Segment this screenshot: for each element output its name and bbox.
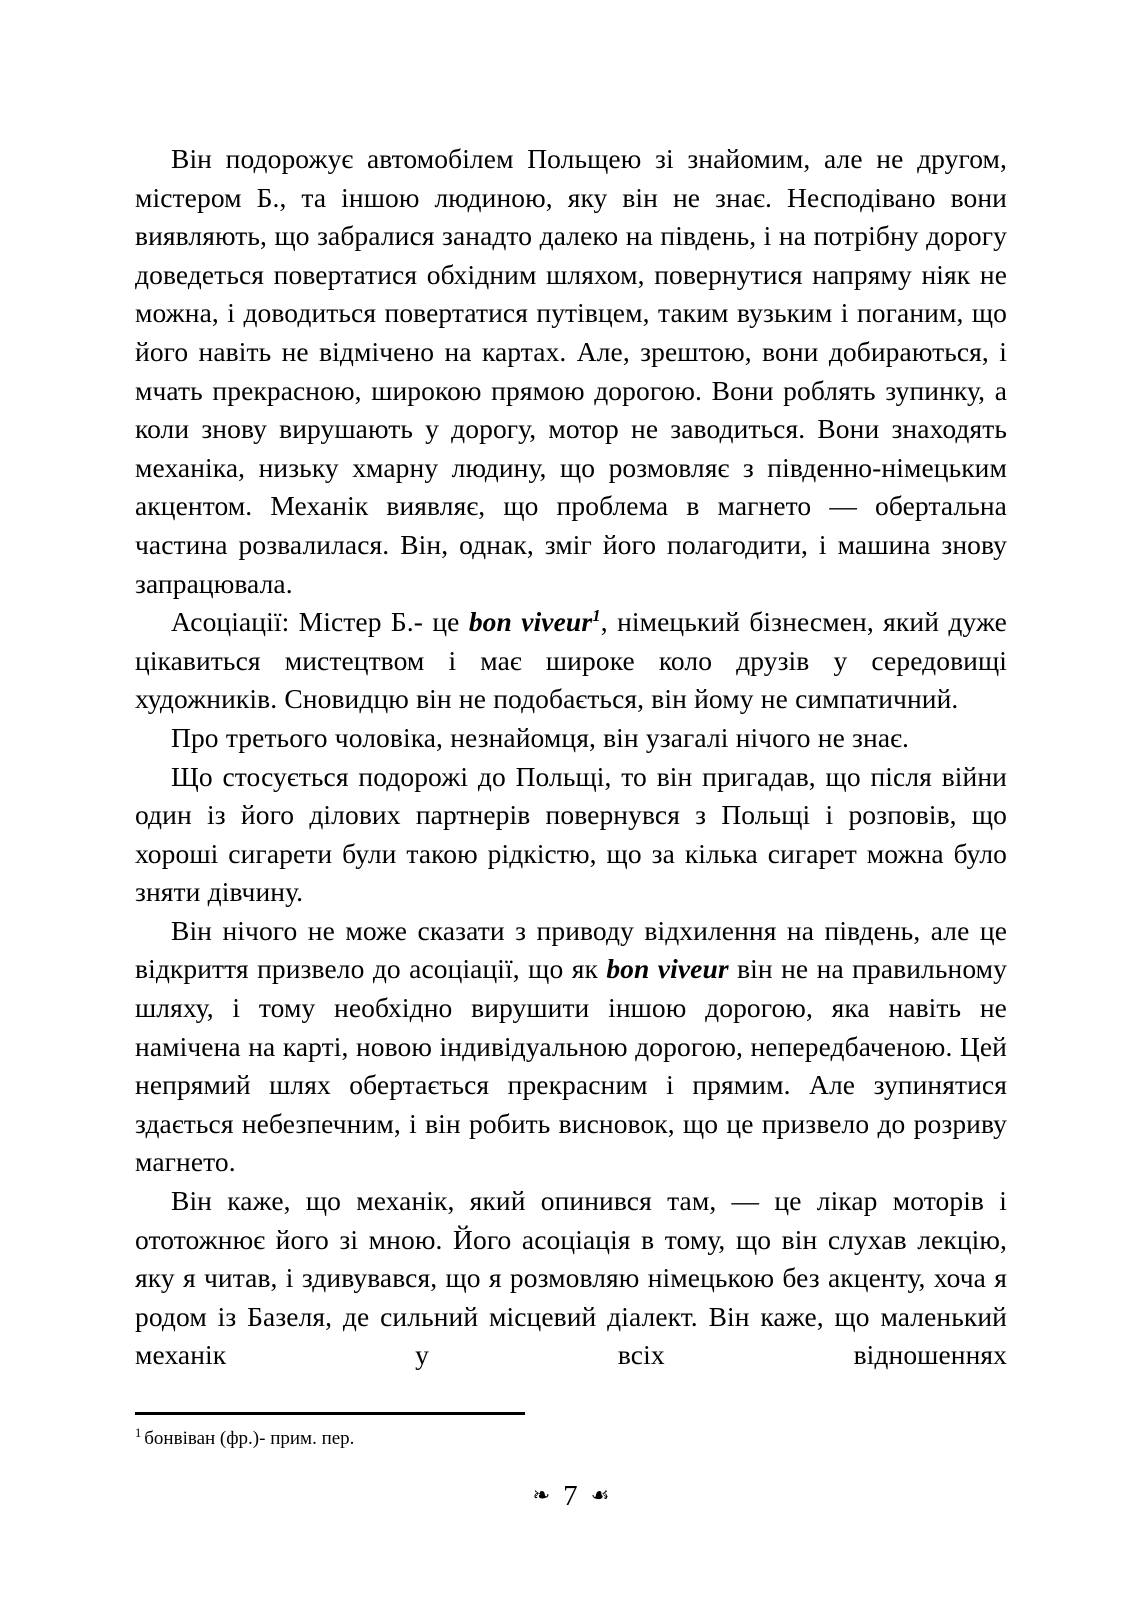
paragraph-2-lead: Асоціації: Містер Б.- це <box>171 606 469 638</box>
foreign-term-bon-viveur-2: bon viveur <box>606 953 729 985</box>
paragraph-3: Про третього чоловіка, незнайомця, він узагалі нічого не знає. <box>171 721 910 753</box>
foreign-term-bon-viveur: bon viveur <box>468 606 593 638</box>
page-footer <box>0 1482 1142 1511</box>
paragraph-1: Він подорожує автомобілем Польщею зі знайомим, але не другом, містером Б., та іншою людиною, яку він не знає. Несподівано вони виявляють, що забралися занадто далеко на південь, і на потрібну дорогу доведеться повертатися обхідним шляхом, повернутися напряму ніяк не можна, і доводиться повертатися путівцем, таким вузьким і поганим, що його навіть не відмічено на картах. Але, зрештою, вони добираються, і мчать прекрасною, широкою прямою дорогою. Вони роблять зупинку, а коли знову вирушають у дорогу, мотор не заводиться. Вони знаходять механіка, низьку хмарну людину, що розмовляє з південно-німецьким акцентом. Механік виявляє, що проблема в магнето — обертальна частина розвалилася. Він, однак, зміг його полагодити, і машина знову запрацювала. <box>135 143 1007 599</box>
footnote-text: бонвіван (фр.)- прим. пер. <box>144 1428 355 1449</box>
paragraph-2 <box>135 603 1007 719</box>
footnote <box>135 1427 835 1451</box>
leaf-fleuron-left-icon: ❧ <box>532 1483 551 1507</box>
footnote-number: 1 <box>135 1425 142 1440</box>
paragraph-4: Що стосується подорожі до Польщі, то він пригадав, що після війни один із його ділових партнерів повернувся з Польщі і розповів, що хороші сигарети були такою рідкістю, що за кілька сигарет можна було зняти дівчину. <box>135 760 1007 908</box>
paragraph-2-tail: , німецький бізнесмен, який дуже цікавиться мистецтвом і має широке коло друзів у середовищі художників. Сновидцю він не подобається, він йому не симпатичний. <box>135 606 1007 715</box>
footnote-reference-marker[interactable]: 1 <box>592 605 601 625</box>
paragraph-5 <box>135 912 1007 1182</box>
paragraph-6: Він каже, що механік, який опинився там, — це лікар моторів і ототожнює його зі мною. Його асоціація в тому, що він слухав лекцію, яку я читав, і здивувався, що я розмовляю німецькою без акценту, хоча я родом із Базеля, де сильний місцевий діалект. Він каже, що маленький механік у всіх відношеннях <box>135 1185 1007 1371</box>
paragraph-5-lead: Він нічого не може сказати з приводу відхилення на південь, але це відкриття призвело до асоціації, що як <box>135 914 1007 985</box>
page-number: 7 <box>563 1480 578 1512</box>
paragraph-5-tail: він не на правильному шляху, і тому необхідно вирушити іншою дорогою, яка навіть не намічена на карті, новою індивідуальною дорогою, непередбаченою. Цей непрямий шлях обертається прекрасним і прямим. Але зупинятися здається небезпечним, і він робить висновок, що це призвело до розриву магнето. <box>135 953 1008 1178</box>
body-text-block <box>135 140 1007 1414</box>
leaf-fleuron-right-icon: ☙ <box>590 1483 610 1507</box>
footnote-separator-rule <box>135 1412 525 1415</box>
